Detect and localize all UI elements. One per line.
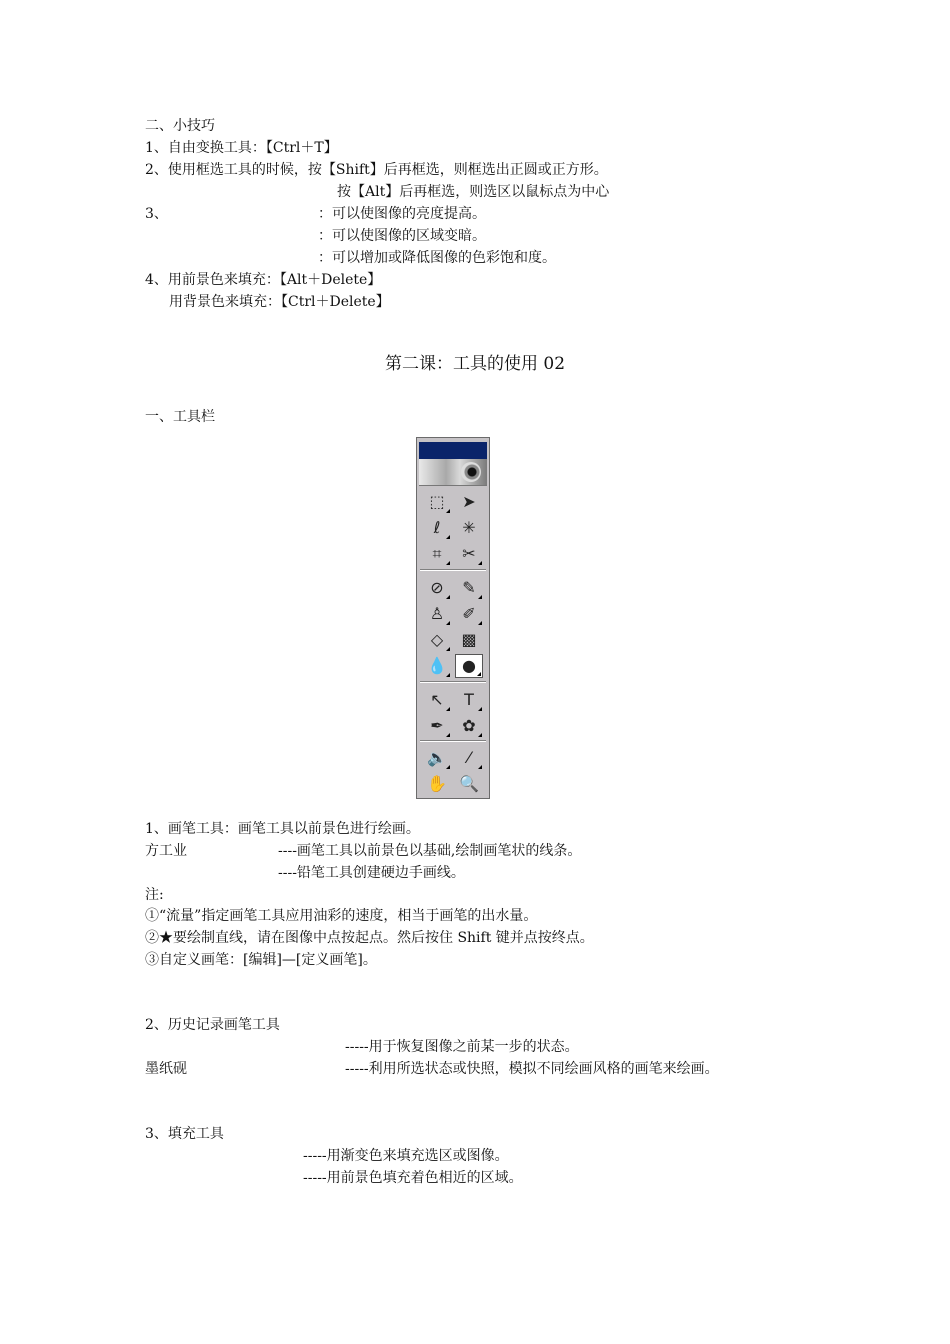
photoshop-toolbox [416, 437, 490, 799]
eye-logo-icon [461, 462, 481, 482]
toolbox-separator [420, 569, 486, 571]
note-custom-brush: ③自定义画笔：[编辑]—[定义画笔]。 [145, 952, 377, 968]
brush-tool-icon[interactable]: ✎ [455, 576, 483, 600]
lesson-title: 第二课：工具的使用 02 [384, 354, 566, 374]
brush-side-note: 方工业 [145, 843, 187, 859]
marquee-tool-icon[interactable]: ⬚ [423, 490, 451, 514]
gradient-desc: -----用渐变色来填充选区或图像。 [303, 1148, 509, 1164]
toolbox-separator [420, 740, 486, 742]
clone-stamp-tool-icon[interactable]: ♙ [423, 602, 451, 626]
gradient-tool-icon[interactable]: ▩ [461, 630, 477, 649]
toolbox-title-bar [419, 442, 487, 459]
path-selection-tool-icon[interactable]: ↖ [423, 688, 451, 712]
tip-3-number: 3、 [145, 206, 168, 222]
brush-tool-heading: 1、画笔工具：画笔工具以前景色进行绘画。 [145, 821, 420, 837]
tip-free-transform: 1、自由变换工具：【Ctrl＋T】 [145, 140, 338, 156]
tip-background-fill: 用背景色来填充：【Ctrl＋Delete】 [169, 294, 390, 310]
magic-wand-tool-icon[interactable]: ✳ [462, 518, 476, 537]
tips-heading: 二、小技巧 [145, 118, 215, 134]
history-brush-tool-icon[interactable]: ✐ [455, 602, 483, 626]
art-history-brush-desc: -----利用所选状态或快照，模拟不同绘画风格的画笔来绘画。 [345, 1061, 719, 1077]
brush-desc: ----画笔工具以前景色以基础,绘制画笔状的线条。 [278, 843, 582, 859]
shape-tool-icon[interactable]: ✿ [455, 714, 483, 738]
crop-tool-icon[interactable]: ⌗ [423, 542, 451, 566]
note-flow: ①“流量”指定画笔工具应用油彩的速度，相当于画笔的出水量。 [145, 908, 538, 924]
tip-sponge: ：可以增加或降低图像的色彩饱和度。 [318, 250, 556, 266]
healing-brush-tool-icon[interactable]: ⊘ [423, 576, 451, 600]
eyedropper-tool-icon[interactable]: ⁄ [455, 746, 483, 770]
tip-foreground-fill: 4、用前景色来填充：【Alt＋Delete】 [145, 272, 382, 288]
paint-bucket-desc: -----用前景色填充着色相近的区域。 [303, 1170, 523, 1186]
history-brush-heading: 2、历史记录画笔工具 [145, 1017, 280, 1033]
eraser-tool-icon[interactable]: ◇ [423, 628, 451, 652]
type-tool-icon[interactable]: T [455, 688, 483, 712]
fill-tool-heading: 3、填充工具 [145, 1126, 224, 1142]
pencil-desc: ----铅笔工具创建硬边手画线。 [278, 865, 465, 881]
pen-tool-icon[interactable]: ✒ [423, 714, 451, 738]
notes-tool-icon[interactable]: 🔈 [423, 746, 451, 770]
history-brush-desc: -----用于恢复图像之前某一步的状态。 [345, 1039, 579, 1055]
section-toolbar-heading: 一、工具栏 [145, 409, 215, 425]
note-straight-line: ②★要绘制直线，请在图像中点按起点。然后按住 Shift 键并点按终点。 [145, 930, 594, 946]
move-tool-icon[interactable]: ➤ [462, 492, 476, 511]
lasso-tool-icon[interactable]: ℓ [423, 516, 451, 540]
note-label: 注: [145, 887, 164, 903]
tip-dodge: ：可以使图像的亮度提高。 [318, 206, 486, 222]
zoom-tool-icon[interactable]: 🔍 [459, 774, 479, 793]
history-side-note: 墨纸砚 [145, 1061, 187, 1077]
tip-marquee-alt: 按【Alt】后再框选，则选区以鼠标点为中心 [337, 184, 610, 200]
hand-tool-icon[interactable]: ✋ [427, 774, 447, 793]
slice-tool-icon[interactable]: ✂ [455, 542, 483, 566]
toolbox-separator [420, 681, 486, 683]
tip-marquee-shift: 2、使用框选工具的时候，按【Shift】后再框选，则框选出正圆或正方形。 [145, 162, 608, 178]
blur-tool-icon[interactable]: 💧 [423, 654, 451, 678]
dodge-tool-icon[interactable]: ● [455, 654, 483, 678]
toolbox-logo [419, 459, 487, 486]
tip-burn: ：可以使图像的区域变暗。 [318, 228, 486, 244]
